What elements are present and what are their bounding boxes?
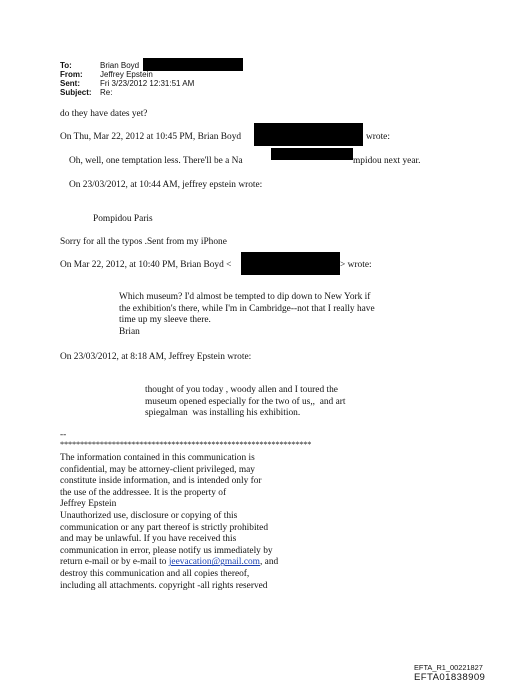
header-subject-row xyxy=(60,88,112,98)
quote-header-2: On 23/03/2012, at 10:44 AM, jeffrey epstein wrote: xyxy=(69,180,263,190)
disclaimer-text-a: The information contained in this communication is confidential, may be attorney-client privileged, may constitute inside information, and is intended only for the use of the addressee. It is the property of Jeffrey Epstein Unauthorized use, disclosure or copying of this communication or any part thereof is strictly prohibited and may be unlawful. If you have received this communication in error, please notify us immediately by return e-mail or by e-mail to xyxy=(60,453,273,568)
disclaimer-text-b: , and destroy this communication and all copies thereof, including all attachments. copyright -all rights reserved xyxy=(60,557,279,591)
subject-label: Subject: xyxy=(60,88,92,97)
quote-header-3-post: > wrote: xyxy=(340,260,372,270)
redaction-box xyxy=(254,123,363,146)
redaction-box xyxy=(241,252,340,275)
bates-id-primary: EFTA_R1_00221827 xyxy=(414,663,483,672)
quote-header-1-post: wrote: xyxy=(366,132,390,142)
quote-header-1 xyxy=(60,131,241,143)
quote-header-3-pre: On Mar 22, 2012, at 10:40 PM, Brian Boyd < xyxy=(60,260,232,270)
to-label: To: xyxy=(60,61,72,70)
to-value: Brian Boyd xyxy=(100,61,140,70)
body-paragraph-museum: Which museum? I'd almost be tempted to dip down to New York if the exhibition's there, while I'm in Cambridge--not that I really have time up my sleeve there. Brian xyxy=(119,292,375,337)
body-paragraph-woody: thought of you today , woody allen and I toured the museum opened especially for the two of us,, and art spiegalman was installing his exhibition. xyxy=(145,385,346,419)
redaction-box xyxy=(143,58,243,71)
body-line-pompidou: Pompidou Paris xyxy=(93,214,153,224)
separator-stars: *************************************************************** xyxy=(60,440,312,449)
bates-id-secondary: EFTA01838909 xyxy=(414,672,486,683)
signature-dashes: -- xyxy=(60,430,67,440)
redaction-box xyxy=(271,148,353,160)
email-link[interactable]: jeevacation@gmail.com xyxy=(168,557,260,568)
subject-value: Re: xyxy=(100,88,113,97)
disclaimer-text xyxy=(60,453,278,592)
from-label: From: xyxy=(60,70,83,79)
sent-label: Sent: xyxy=(60,79,80,88)
body-line-dates: do they have dates yet? xyxy=(60,109,148,119)
body-line-typos: Sorry for all the typos .Sent from my iPhone xyxy=(60,237,227,247)
sent-value: Fri 3/23/2012 12:31:51 AM xyxy=(100,79,195,88)
body-line-temptation-a: Oh, well, one temptation less. There'll be a Na xyxy=(69,156,243,166)
quote-header-1-pre: On Thu, Mar 22, 2012 at 10:45 PM, Brian Boyd xyxy=(60,132,242,142)
body-line-temptation-b: mpidou next year. xyxy=(353,156,421,166)
quote-header-4: On 23/03/2012, at 8:18 AM, Jeffrey Epstein wrote: xyxy=(60,352,252,362)
from-value: Jeffrey Epstein xyxy=(100,70,153,79)
